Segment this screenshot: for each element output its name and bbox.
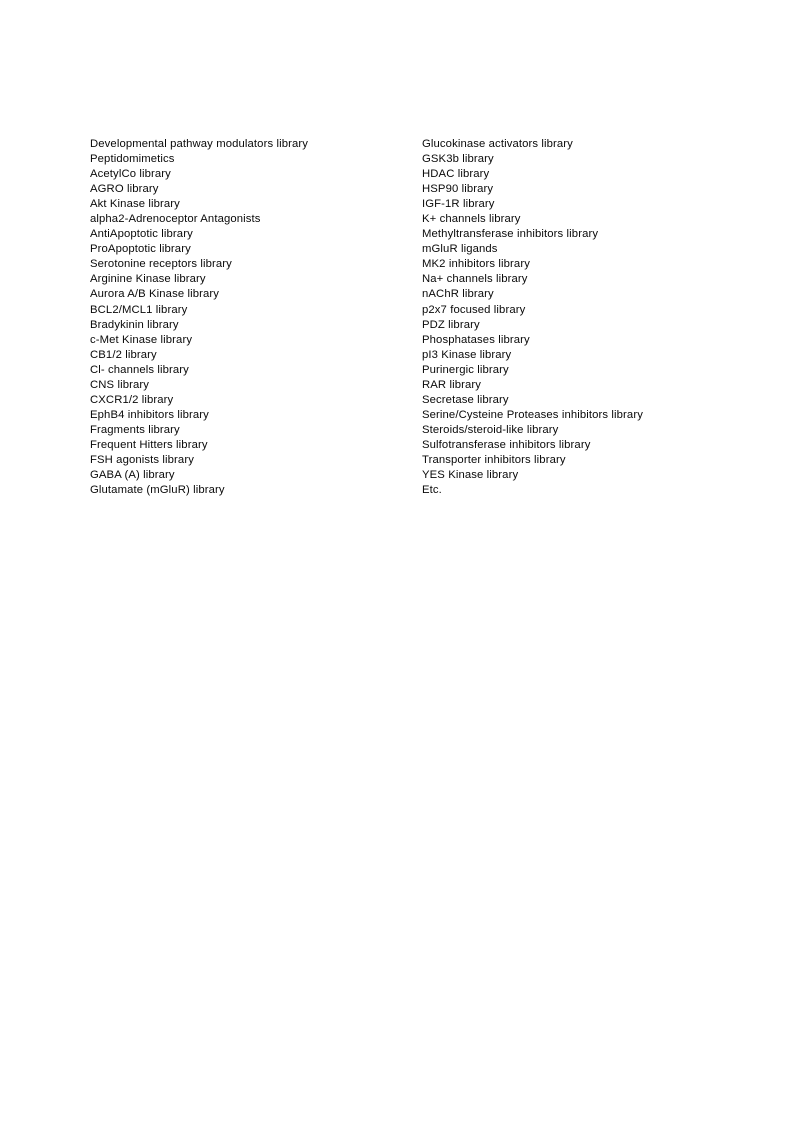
list-item: RAR library [422,378,481,391]
list-item: Bradykinin library [90,318,179,331]
list-item: HSP90 library [422,183,494,196]
list-item: Glucokinase activators library [422,138,573,150]
list-item: nAChR library [422,288,494,301]
list-item: Secretase library [422,393,509,406]
list-item: ProApoptotic library [90,243,191,256]
list-item: HDAC library [422,168,490,181]
library-column-right [422,137,730,498]
list-item: PDZ library [422,318,480,331]
list-item: c-Met Kinase library [90,333,193,346]
library-list-right [422,137,730,498]
list-item: Steroids/steroid-like library [422,423,559,436]
list-item: Akt Kinase library [90,198,180,211]
list-item: Etc. [422,484,442,497]
list-item: Methyltransferase inhibitors library [422,228,599,241]
list-item: Sulfotransferase inhibitors library [422,438,591,451]
list-item: GSK3b library [422,153,494,166]
list-item: CB1/2 library [90,348,157,361]
list-item: YES Kinase library [422,469,519,482]
list-item: Developmental pathway modulators library [90,138,309,150]
list-item: CNS library [90,378,149,391]
list-item: Phosphatases library [422,333,530,346]
list-item: mGluR ligands [422,243,498,256]
list-item: AcetylCo library [90,168,171,181]
list-item: CXCR1/2 library [90,393,174,406]
list-item: BCL2/MCL1 library [90,303,188,316]
list-item: FSH agonists library [90,453,194,466]
list-item: Frequent Hitters library [90,438,208,451]
list-item: pI3 Kinase library [422,348,512,361]
list-item: GABA (A) library [90,469,175,482]
list-item: p2x7 focused library [422,303,526,316]
list-item: AntiApoptotic library [90,228,193,241]
list-item: AGRO library [90,183,159,196]
list-item: K+ channels library [422,213,521,226]
list-item: Purinergic library [422,363,509,376]
library-list-left [90,137,422,498]
list-item: EphB4 inhibitors library [90,408,209,421]
list-item: IGF-1R library [422,198,495,211]
list-item: Na+ channels library [422,273,528,286]
list-item: Peptidomimetics [90,153,175,166]
list-item: Transporter inhibitors library [422,453,566,466]
list-item: Aurora A/B Kinase library [90,288,220,301]
list-item: Fragments library [90,423,180,436]
library-list-columns [90,137,730,498]
list-item: Arginine Kinase library [90,273,206,286]
list-item: Serotonine receptors library [90,258,232,271]
library-column-left [90,137,422,498]
list-item: MK2 inhibitors library [422,258,530,271]
list-item: alpha2-Adrenoceptor Antagonists [90,213,261,226]
list-item: Serine/Cysteine Proteases inhibitors library [422,408,643,421]
list-item: Cl- channels library [90,363,189,376]
list-item: Glutamate (mGluR) library [90,484,225,497]
